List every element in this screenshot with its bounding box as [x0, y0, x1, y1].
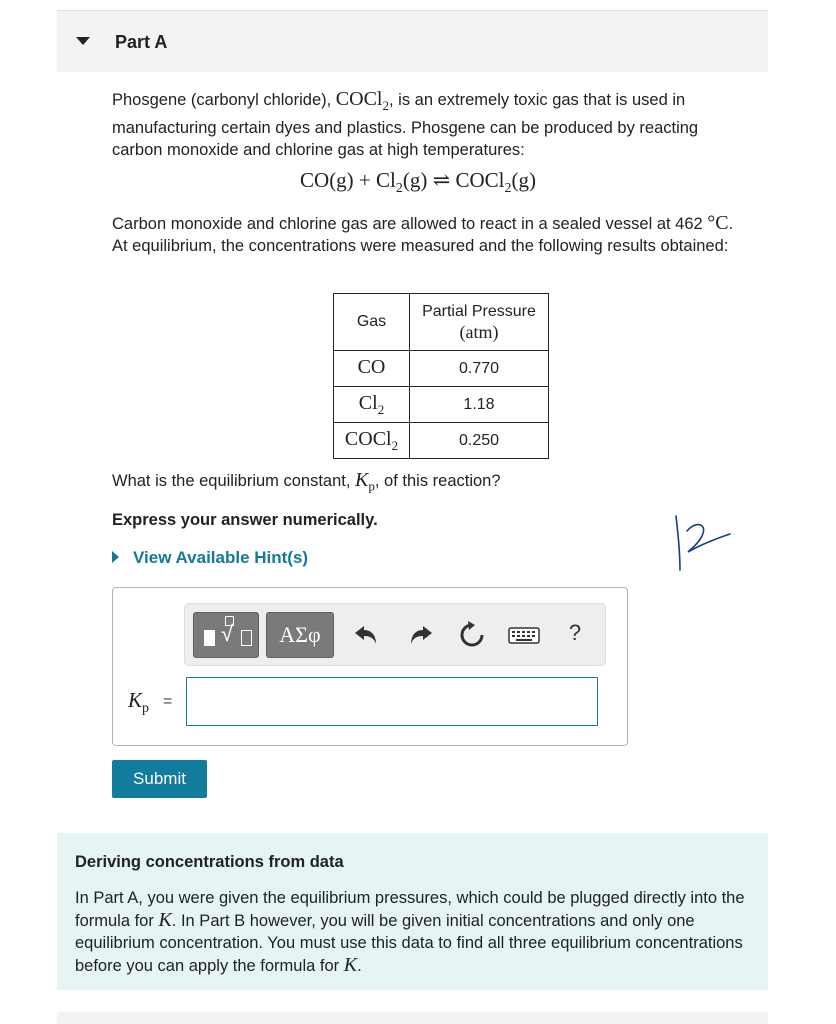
temperature-unit: °C	[707, 212, 729, 234]
handwritten-annotation	[662, 508, 742, 578]
sqrt-icon: √	[221, 621, 234, 646]
kp-label: $K_p$	[128, 688, 150, 717]
table-header-row	[334, 294, 549, 351]
keyboard-icon[interactable]	[507, 620, 541, 650]
gas-cell: $Cl_2$	[334, 387, 410, 423]
expand-caret-icon	[112, 551, 119, 563]
answer-box	[112, 587, 628, 746]
intro-paragraph	[112, 88, 752, 161]
pressure-cell: 0.770	[410, 351, 549, 387]
templates-button[interactable]	[193, 612, 259, 658]
pressure-cell: 1.18	[410, 387, 549, 423]
reaction-equation: $CO(g) + Cl_2(g)$ ⇌ COCl$_2$(g)	[300, 168, 536, 197]
conditions-text-2: . At equilibrium, the concentrations were measured and the following results obtained:	[112, 215, 734, 255]
question-text: What is the equilibrium constant, $K_p$, of this reaction?	[112, 469, 501, 494]
intro-text-1: Phosgene (carbonyl chloride),	[112, 91, 336, 109]
redo-icon[interactable]	[405, 620, 435, 650]
info-title: Deriving concentrations from data	[75, 853, 344, 871]
equals-sign: =	[163, 693, 173, 710]
part-title: Part A	[115, 32, 168, 52]
part-header[interactable]	[57, 11, 768, 72]
help-icon[interactable]: ?	[568, 620, 582, 645]
submit-button[interactable]: Submit	[112, 760, 207, 798]
header-gas: Gas	[334, 294, 410, 351]
header-partial-pressure: Partial Pressure (atm)	[410, 294, 549, 351]
reset-icon[interactable]	[457, 620, 487, 650]
intro-formula: COCl$_2$	[335, 88, 389, 113]
partial-pressure-table	[333, 293, 549, 459]
gas-cell: COCl$_2$	[334, 423, 410, 459]
table-row	[334, 387, 549, 423]
greek-symbols-button[interactable]: ΑΣφ	[266, 612, 334, 658]
info-body: In Part A, you were given the equilibrium pressures, which could be plugged directly into the formula for K. In Part B however, you will be given initial concentrations and only one equilibrium concentration. You must use this data to find all three equilibrium concentrations before you can apply the formula for K.	[75, 889, 745, 976]
table-row	[334, 423, 549, 459]
undo-icon[interactable]	[352, 620, 382, 650]
pressure-cell: 0.250	[410, 423, 549, 459]
conditions-text-1: Carbon monoxide and chlorine gas are allowed to react in a sealed vessel at 462	[112, 215, 708, 233]
kp-answer-input[interactable]	[186, 677, 598, 726]
table-row	[334, 351, 549, 387]
collapse-caret-icon[interactable]	[76, 37, 90, 45]
view-hints-link[interactable]: View Available Hint(s)	[112, 548, 308, 568]
intro-text-2: , is an extremely toxic gas that is used in manufacturing certain dyes and plastics. Phosgene can be produced by reacting carbon monoxide and chlorine gas at high temperatures:	[112, 91, 699, 159]
info-panel	[57, 833, 768, 990]
instruction-text: Express your answer numerically.	[112, 511, 378, 529]
math-toolbar	[184, 603, 606, 666]
gas-cell: CO	[334, 351, 410, 387]
next-part-header	[57, 1012, 768, 1024]
conditions-paragraph	[112, 212, 752, 257]
